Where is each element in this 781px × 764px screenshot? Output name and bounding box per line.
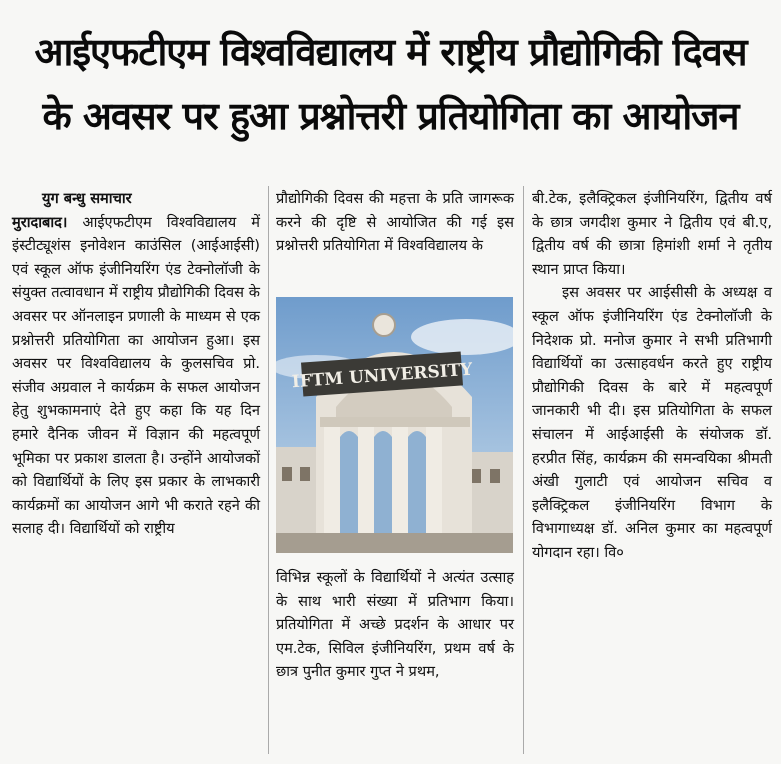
headline-line-2: के अवसर पर हुआ प्रश्नोत्तरी प्रतियोगिता का आयोजन	[42, 94, 739, 138]
article-column-1	[12, 187, 260, 541]
column-divider	[523, 186, 524, 754]
headline	[6, 20, 775, 148]
column-divider	[268, 186, 269, 754]
article-text-3b: इस अवसर पर आईसीसी के अध्यक्ष व स्कूल ऑफ इंजीनियरिंग एंड टेक्नोलॉजी के निदेशक प्रो. मनोज कुमार ने सभी प्रतिभागी विद्यार्थियों का उत्साहवर्धन करते हुए राष्ट्रीय प्रौद्योगिकी दिवस के बारे में महत्वपूर्ण जानकारी भी दी। इस प्रतियोगिता के सफल संचालन में आईआईसी के संयोजक डॉ. हरप्रीत सिंह, कार्यक्रम की समन्वयिका श्रीमती अंखी गुलाटी एवं आयोजन सचिव व इलैक्ट्रिकल इंजीनियरिंग विभाग के विभागाध्यक्ष डॉ. अनिल कुमार का महत्वपूर्ण योगदान रहा। वि०	[532, 284, 772, 561]
article-text-3a: बी.टेक, इलैक्ट्रिकल इंजीनियरिंग, द्वितीय वर्ष के छात्र जगदीश कुमार ने द्वितीय एवं बी.ए, द्वितीय वर्ष की छात्रा हिमांशी शर्मा ने तृतीय स्थान प्राप्त किया।	[532, 190, 772, 278]
article-text-2-top: प्रौद्योगिकी दिवस की महत्ता के प्रति जागरूक करने की दृष्टि से आयोजित की गई इस प्रश्नोत्तरी प्रतियोगिता में विश्वविद्यालय के	[276, 190, 514, 255]
headline-line-1: आईएफटीएम विश्वविद्यालय में राष्ट्रीय प्रौद्योगिकी दिवस	[34, 30, 747, 74]
dateline: मुरादाबाद।	[12, 213, 68, 231]
university-sign: IFTM UNIVERSITY	[291, 359, 474, 393]
byline: युग बन्धु समाचार	[42, 190, 132, 207]
article-column-2-bottom	[276, 566, 514, 684]
article-paragraph-1	[12, 211, 260, 541]
article-column-2-top	[276, 187, 514, 258]
article-column-3	[532, 187, 772, 565]
university-gate-photo	[276, 297, 513, 553]
article-text-2-bottom: विभिन्न स्कूलों के विद्यार्थियों ने अत्यंत उत्साह के साथ भारी संख्या में प्रतिभाग किया। प्रतियोगिता में अच्छे प्रदर्शन के आधार पर एम.टेक, सिविल इंजीनियरिंग, प्रथम वर्ष के छात्र पुनीत कुमार गुप्त ने प्रथम,	[276, 569, 514, 681]
article-text-1: आईएफटीएम विश्वविद्यालय में इंस्टीट्यूशंस इनोवेशन काउंसिल (आईआईसी) एवं स्कूल ऑफ इंजीनियरिंग एंड टेक्नोलॉजी के संयुक्त तत्वावधान में राष्ट्रीय प्रौद्योगिकी दिवस के अवसर पर ऑनलाइन प्रणाली के माध्यम से एक प्रश्नोत्तरी प्रतियोगिता का आयोजन हुआ। इस अवसर पर विश्वविद्यालय के कुलसचिव प्रो. संजीव अग्रवाल ने कार्यक्रम के सफल आयोजन हेतु शुभकामनाएं देते हुए कहा कि यह दिन हमारे दैनिक जीवन में विज्ञान की महत्वपूर्ण भूमिका पर प्रकाश डालता है। उन्होंने आयोजकों को विद्यार्थियों के लिए इस प्रकार के लाभकारी कार्यक्रमों का आयोजन आगे भी कराते रहने की सलाह दी। विद्यार्थियों को राष्ट्रीय	[12, 213, 260, 538]
